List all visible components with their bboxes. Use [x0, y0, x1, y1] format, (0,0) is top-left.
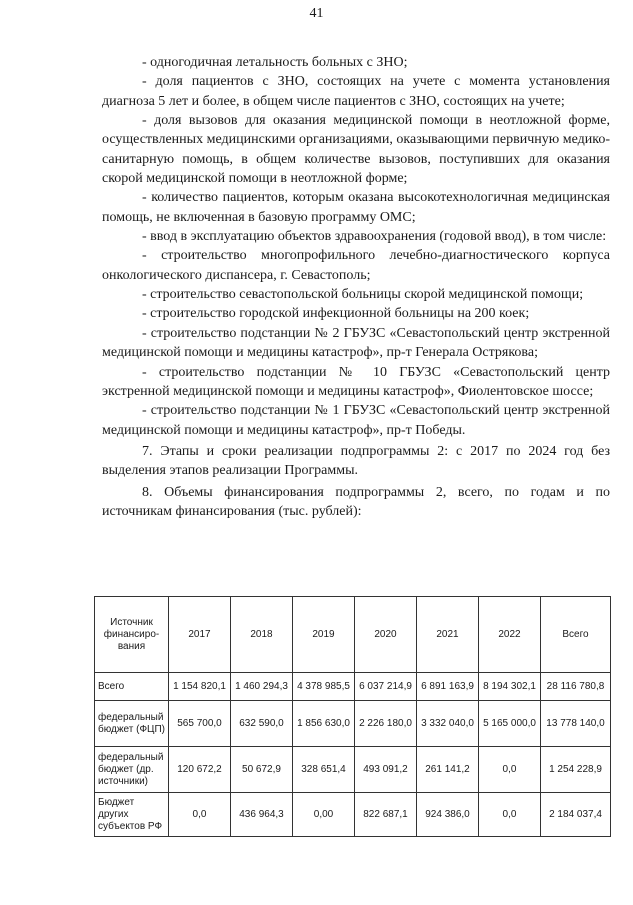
table-cell: 2 184 037,4	[541, 793, 611, 837]
table-cell: 328 651,4	[293, 747, 355, 793]
table-cell: 924 386,0	[417, 793, 479, 837]
paragraph: - строительство подстанции № 1 ГБУЗС «Севастопольский центр экстренной медицинской помощи и медицины катастроф», пр-т Победы.	[102, 403, 610, 438]
table-header-cell: Источник финансиро-вания	[95, 597, 169, 673]
table-row	[95, 673, 611, 701]
table-header-cell: 2020	[355, 597, 417, 673]
table-cell: 493 091,2	[355, 747, 417, 793]
table-cell: 6 891 163,9	[417, 673, 479, 701]
paragraph: - строительство городской инфекционной больницы на 200 коек;	[142, 306, 530, 322]
paragraph: 7. Этапы и сроки реализации подпрограммы 2: с 2017 по 2024 год без выделения этапов реализации Программы.	[102, 443, 610, 479]
table-cell: 1 254 228,9	[541, 747, 611, 793]
table-cell: 261 141,2	[417, 747, 479, 793]
table-cell: 1 460 294,3	[231, 673, 293, 701]
table-cell: федеральный бюджет (ФЦП)	[95, 701, 169, 747]
paragraph: - количество пациентов, которым оказана высокотехнологичная медицинская помощь, не включенная в базовую программу ОМС;	[102, 190, 610, 225]
table-cell: 0,0	[169, 793, 231, 837]
document-body	[102, 53, 610, 521]
paragraph: - строительство многопрофильного лечебно-диагностического корпуса онкологического диспансера, г. Севастополь;	[102, 248, 610, 283]
table-header-cell: 2022	[479, 597, 541, 673]
table-cell: 1 856 630,0	[293, 701, 355, 747]
table-cell: 8 194 302,1	[479, 673, 541, 701]
page-number: 41	[309, 6, 324, 21]
table-cell: Бюджет других субъектов РФ	[95, 793, 169, 837]
table-cell: федеральный бюджет (др. источники)	[95, 747, 169, 793]
table-cell: 436 964,3	[231, 793, 293, 837]
table-cell: 120 672,2	[169, 747, 231, 793]
table-row	[95, 747, 611, 793]
table-cell: 0,00	[293, 793, 355, 837]
table-cell: Всего	[95, 673, 169, 701]
table-cell: 4 378 985,5	[293, 673, 355, 701]
paragraph: - строительство подстанции № 2 ГБУЗС «Севастопольский центр экстренной медицинской помощи и медицины катастроф», пр-т Генерала Острякова;	[102, 325, 610, 361]
table-header-cell: Всего	[541, 597, 611, 673]
table-header-cell: 2019	[293, 597, 355, 673]
table-header-cell: 2021	[417, 597, 479, 673]
table-row	[95, 701, 611, 747]
table-cell: 13 778 140,0	[541, 701, 611, 747]
paragraph: - одногодичная летальность больных с ЗНО;	[142, 55, 408, 70]
table-row	[95, 793, 611, 837]
table-cell: 3 332 040,0	[417, 701, 479, 747]
table-cell: 565 700,0	[169, 701, 231, 747]
table-cell: 50 672,9	[231, 747, 293, 793]
table-cell: 0,0	[479, 793, 541, 837]
table-header-cell: 2017	[169, 597, 231, 673]
table-cell: 1 154 820,1	[169, 673, 231, 701]
paragraph: 8. Объемы финансирования подпрограммы 2, всего, по годам и по источникам финансирования (тыс. рублей):	[102, 484, 610, 519]
table-cell: 6 037 214,9	[355, 673, 417, 701]
table-header-cell: 2018	[231, 597, 293, 673]
table-cell: 28 116 780,8	[541, 673, 611, 701]
paragraph: - ввод в эксплуатацию объектов здравоохранения (годовой ввод), в том числе:	[142, 229, 607, 245]
table-cell: 632 590,0	[231, 701, 293, 747]
paragraph: - доля вызовов для оказания медицинской помощи в неотложной форме, осуществленных медицинскими организациями, оказывающими первичную медико-санитарную помощь, в общем количестве вызовов, поступивших для оказания скорой медицинской помощи в неотложной форме;	[102, 113, 610, 187]
table-cell: 0,0	[479, 747, 541, 793]
paragraph: - строительство севастопольской больницы скорой медицинской помощи;	[142, 287, 584, 303]
table-cell: 2 226 180,0	[355, 701, 417, 747]
paragraph: - строительство подстанции № 10 ГБУЗС «Севастопольский центр экстренной медицинской помощи и медицины катастроф», Фиолентовское шоссе;	[102, 364, 610, 399]
paragraph: - доля пациентов с ЗНО, состоящих на учете с момента установления диагноза 5 лет и более, в общем числе пациентов с ЗНО, состоящих на учете;	[102, 74, 610, 109]
table-cell: 5 165 000,0	[479, 701, 541, 747]
table-header-row	[95, 597, 611, 673]
financing-table	[94, 596, 611, 837]
table-cell: 822 687,1	[355, 793, 417, 837]
